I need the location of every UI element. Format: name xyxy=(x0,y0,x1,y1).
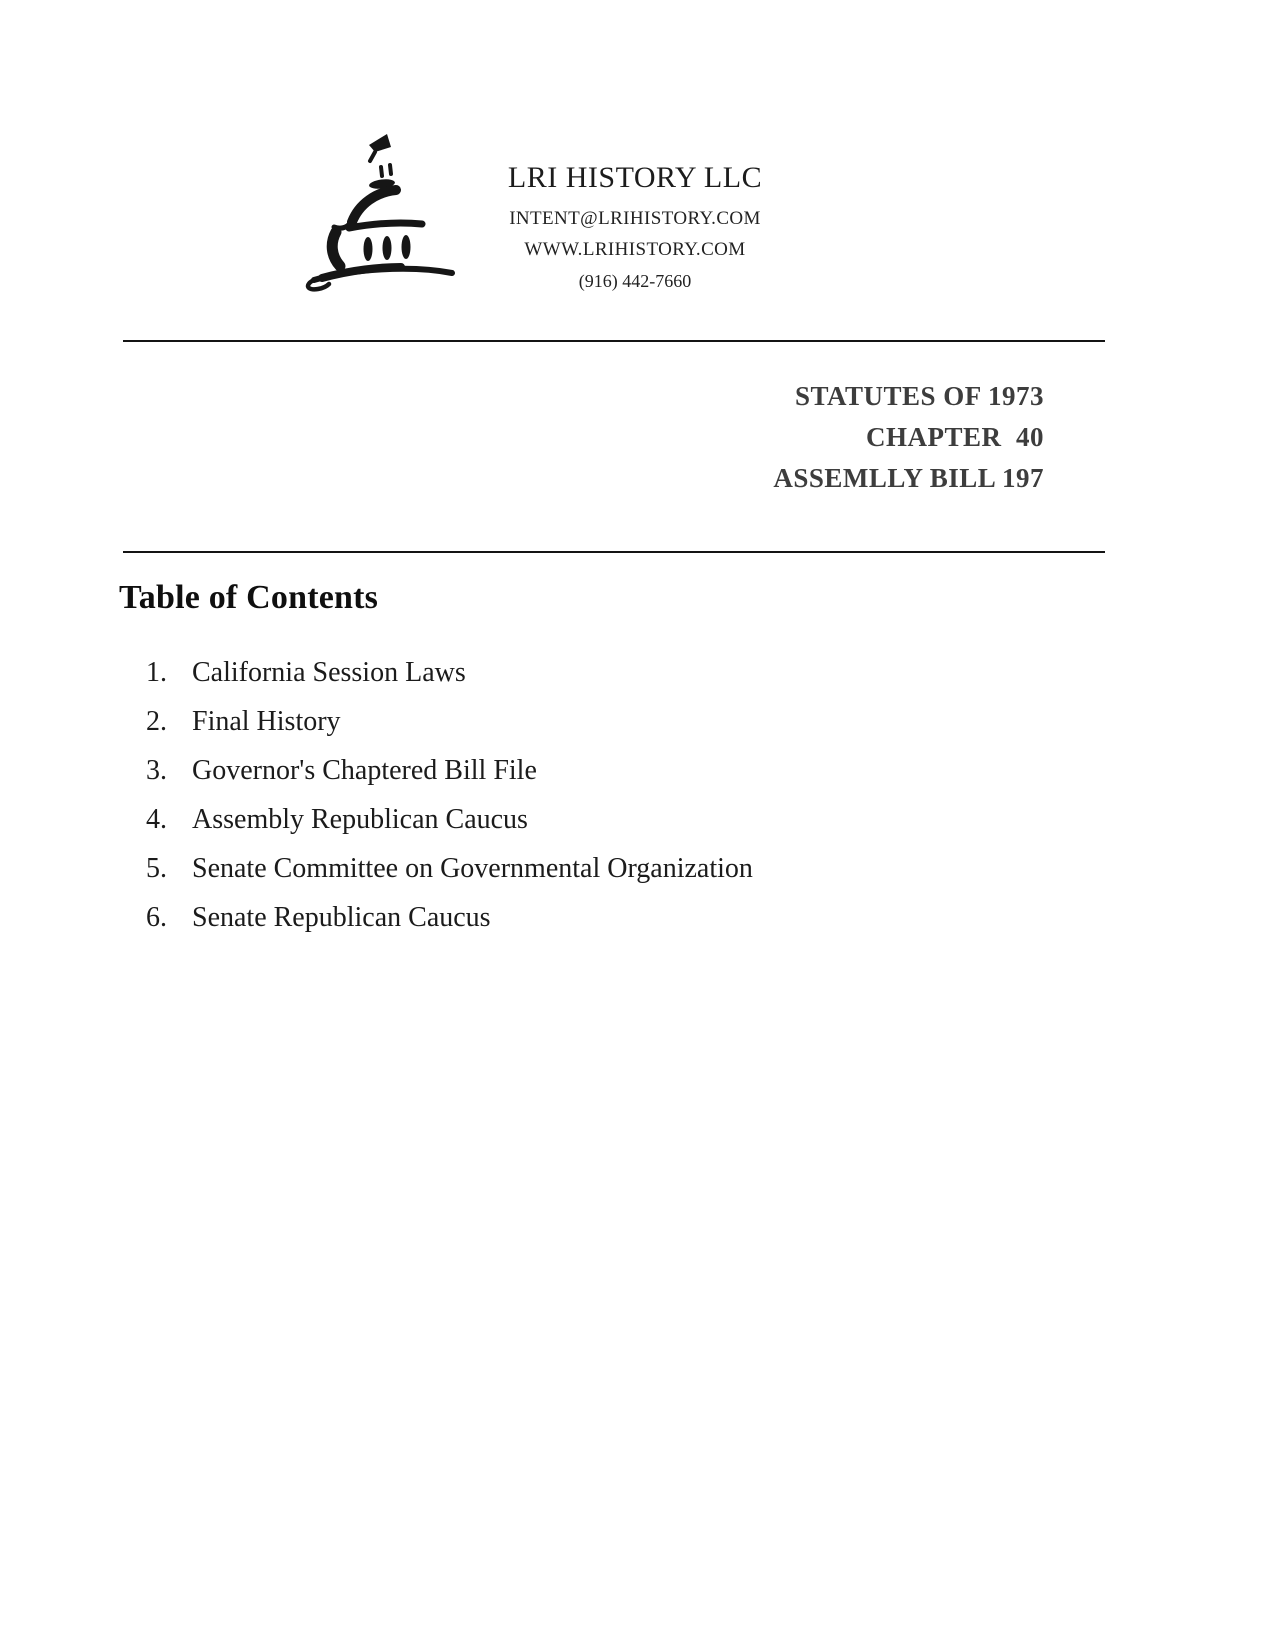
letterhead xyxy=(460,162,810,291)
heading-chapter-line: CHAPTER 40 xyxy=(865,422,1044,452)
toc-item-label: Senate Republican Caucus xyxy=(192,902,491,933)
toc-list xyxy=(146,659,1046,953)
toc-item-label: Governor's Chaptered Bill File xyxy=(192,755,537,786)
heading-statutes-line: STATUTES OF 1973 xyxy=(794,381,1044,411)
toc-item-number: 1. xyxy=(146,657,167,688)
toc-item-number: 2. xyxy=(146,706,167,737)
company-phone: (916) 442-7660 xyxy=(578,271,692,291)
toc-item-label: California Session Laws xyxy=(192,657,466,688)
capitol-dome-sketch-svg xyxy=(296,124,462,292)
toc-item-number: 6. xyxy=(146,902,167,933)
toc-item xyxy=(146,659,1046,687)
toc-item xyxy=(146,708,1046,736)
company-name: LRI HISTORY LLC xyxy=(507,161,763,194)
toc-item-number: 5. xyxy=(146,853,167,884)
toc-item-label: Final History xyxy=(192,706,341,737)
toc-item-number: 4. xyxy=(146,804,167,835)
toc-title: Table of Contents xyxy=(119,579,379,616)
document-heading xyxy=(773,376,1044,499)
divider-top xyxy=(123,340,1105,342)
toc-item xyxy=(146,806,1046,834)
company-email: INTENT@LRIHISTORY.COM xyxy=(509,208,761,229)
company-website: WWW.LRIHISTORY.COM xyxy=(524,239,746,260)
toc-item xyxy=(146,904,1046,932)
divider-bottom xyxy=(123,551,1105,553)
toc-item-label: Assembly Republican Caucus xyxy=(192,804,528,835)
toc-item xyxy=(146,855,1046,883)
capitol-dome-sketch-icon xyxy=(296,124,462,292)
toc-item-label: Senate Committee on Governmental Organization xyxy=(192,853,753,884)
toc-item-number: 3. xyxy=(146,755,167,786)
toc-item xyxy=(146,757,1046,785)
heading-bill-line: ASSEMLLY BILL 197 xyxy=(773,463,1044,493)
